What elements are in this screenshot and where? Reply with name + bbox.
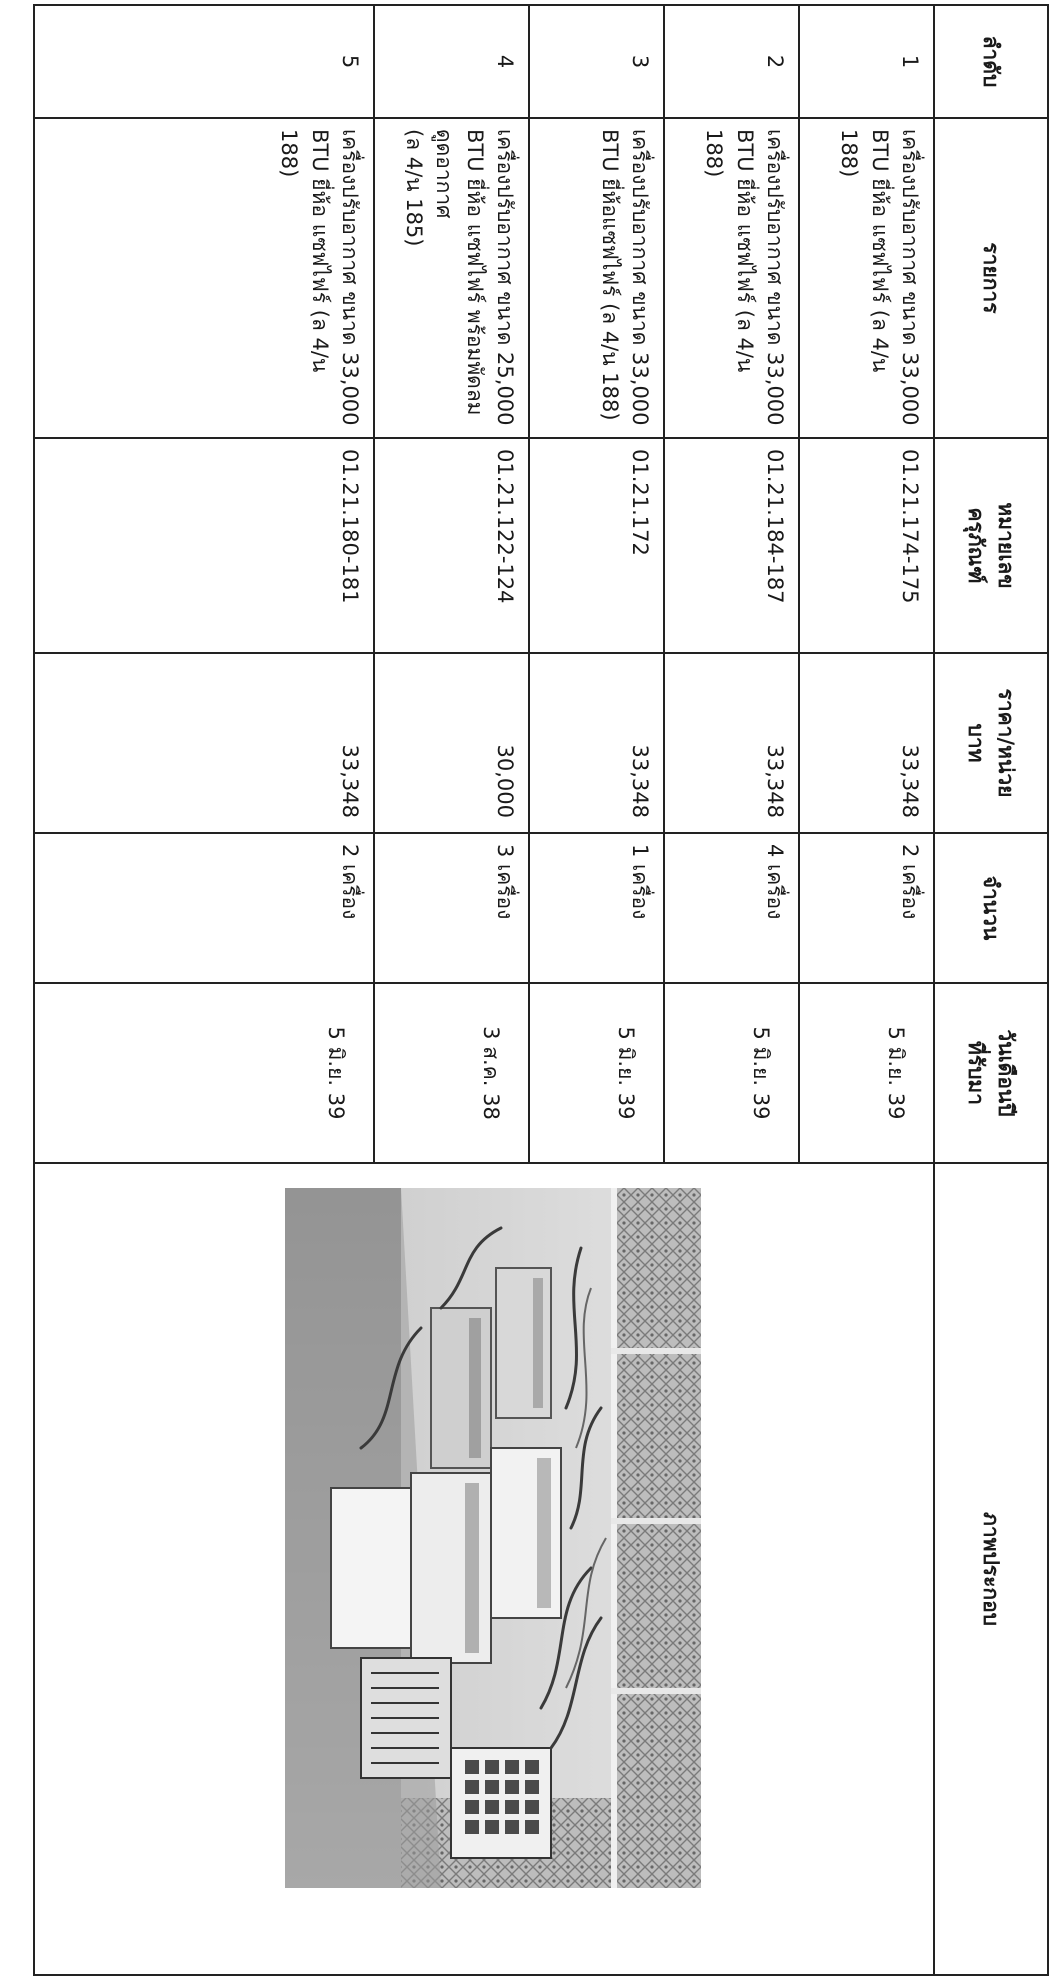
row-received-date: 5 มิ.ย. 39 xyxy=(34,983,374,1163)
row-no: 3 xyxy=(529,5,664,118)
row-no: 2 xyxy=(664,5,799,118)
row-quantity: 1 เครื่อง xyxy=(529,833,664,983)
item-line: BTU ยี่ห้อ แซฟไฟร์ (ล 4/น xyxy=(732,129,757,373)
item-line: เครื่องปรับอากาศ ขนาด 25,000 xyxy=(493,129,517,426)
row-quantity: 4 เครื่อง xyxy=(664,833,799,983)
header-row xyxy=(934,5,1048,1975)
row-asset-no: 01.21.172 xyxy=(529,438,664,653)
row-unit-price: 33,348 xyxy=(529,653,664,833)
photo-cell xyxy=(34,1163,934,1975)
header-asset-no: หมายเลข ครุภัณฑ์ xyxy=(934,438,1048,653)
row-quantity: 2 เครื่อง xyxy=(799,833,934,983)
item-line: เครื่องปรับอากาศ ขนาด 33,000 xyxy=(898,129,922,426)
header-no: ลำดับ xyxy=(934,5,1048,118)
row-item xyxy=(664,118,799,438)
row-item xyxy=(374,118,529,438)
row-quantity: 3 เครื่อง xyxy=(374,833,529,983)
row-item xyxy=(529,118,664,438)
item-line: BTU ยี่ห้อ แซฟไฟร์ (ล 4/น xyxy=(867,129,892,373)
row-no: 1 xyxy=(799,5,934,118)
row-received-date: 5 มิ.ย. 39 xyxy=(529,983,664,1163)
photo-image xyxy=(285,1188,701,1888)
row-no: 4 xyxy=(374,5,529,118)
row-unit-price: 33,348 xyxy=(799,653,934,833)
row-received-date: 3 ส.ค. 38 xyxy=(374,983,529,1163)
row-item xyxy=(799,118,934,438)
header-received-date: วันเดือนปี ที่รับมา xyxy=(934,983,1048,1163)
header-photo: ภาพประกอบ xyxy=(934,1163,1048,1975)
row-no: 5 xyxy=(34,5,374,118)
row-asset-no: 01.21.180-181 xyxy=(34,438,374,653)
table-row xyxy=(799,5,934,1975)
item-line: เครื่องปรับอากาศ ขนาด 33,000 xyxy=(763,129,787,426)
header-quantity: จำนวน xyxy=(934,833,1048,983)
row-asset-no: 01.21.122-124 xyxy=(374,438,529,653)
item-line: 188) xyxy=(277,129,302,178)
row-unit-price: 33,348 xyxy=(34,653,374,833)
item-line: 188) xyxy=(837,129,862,178)
row-unit-price: 33,348 xyxy=(664,653,799,833)
row-quantity: 2 เครื่อง xyxy=(34,833,374,983)
asset-table xyxy=(33,4,1049,1976)
item-line: 188) xyxy=(702,129,727,178)
row-received-date: 5 มิ.ย. 39 xyxy=(799,983,934,1163)
item-line: BTU ยี่ห้อแซฟไฟร์ (ล 4/น 188) xyxy=(597,129,622,421)
row-asset-no: 01.21.174-175 xyxy=(799,438,934,653)
item-line: BTU ยี่ห้อ แซฟไฟร์ (ล 4/น xyxy=(307,129,332,373)
item-line: BTU ยี่ห้อ แซฟไฟร์ พร้อมพัดลม xyxy=(462,129,487,416)
item-line: เครื่องปรับอากาศ ขนาด 33,000 xyxy=(338,129,362,426)
item-line: เครื่องปรับอากาศ ขนาด 33,000 xyxy=(628,129,652,426)
item-line: ดูดอากาศ xyxy=(432,129,457,219)
header-unit-price: ราคา/หน่วย บาท xyxy=(934,653,1048,833)
equipment-photo xyxy=(285,1188,701,1888)
row-asset-no: 01.21.184-187 xyxy=(664,438,799,653)
item-line: (ล 4/น 185) xyxy=(401,129,426,247)
row-item xyxy=(34,118,374,438)
row-unit-price: 30,000 xyxy=(374,653,529,833)
row-received-date: 5 มิ.ย. 39 xyxy=(664,983,799,1163)
header-item: รายการ xyxy=(934,118,1048,438)
